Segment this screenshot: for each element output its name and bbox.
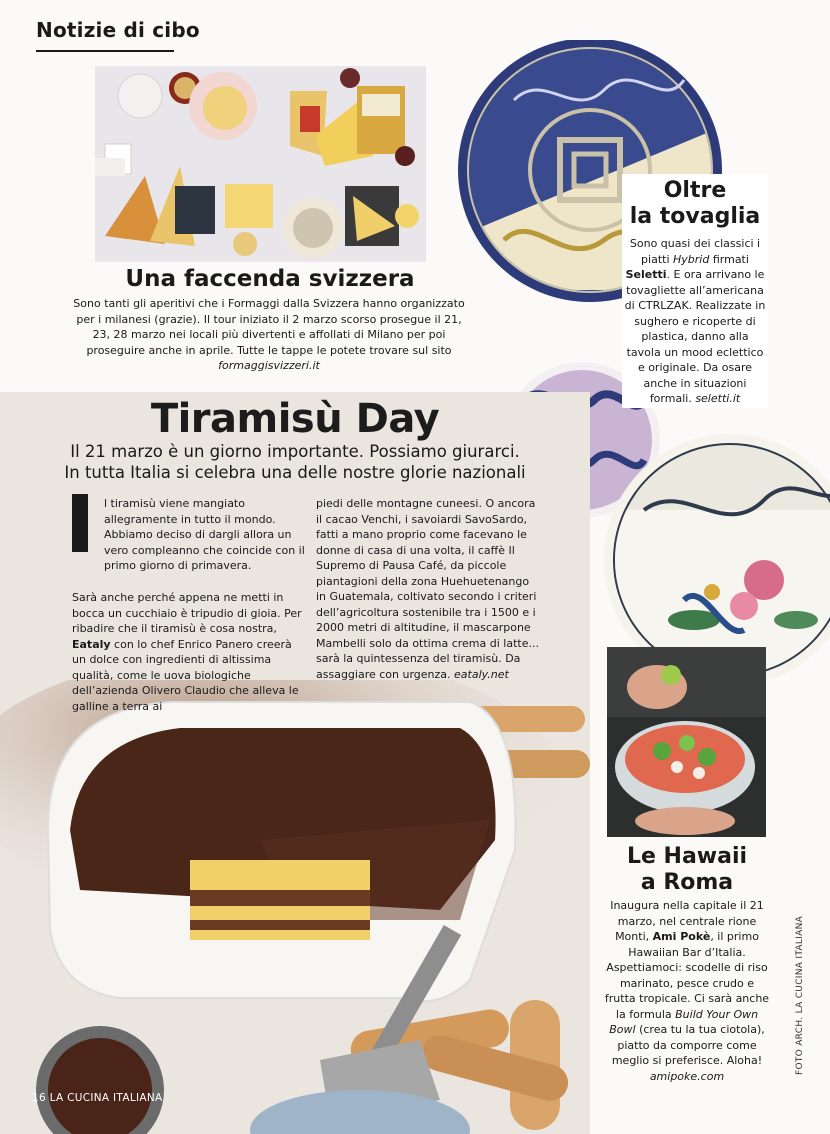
photo-credit: FOTO ARCH. LA CUCINA ITALIANA	[795, 915, 805, 1075]
oltre-body	[624, 236, 766, 407]
tiramisu-col1-a: l tiramisù viene mangiato allegramente in tutto il mondo. Abbiamo deciso di dargli allora un vero compleanno che coincide con il primo giorno di primavera.	[104, 497, 305, 572]
cheese-photo	[95, 66, 426, 262]
hawaii-text-5: (crea tu la tua ciotola), piatto da comporre come meglio si preferisce. Aloha!	[611, 1023, 765, 1067]
hawaii-heading	[604, 844, 770, 896]
drop-cap-i	[72, 494, 88, 552]
swiss-heading: Una faccenda svizzera	[125, 266, 415, 292]
ami-poke-name: Ami Pokè	[652, 930, 711, 943]
oltre-heading-line1: Oltre	[663, 178, 727, 203]
swiss-body-text: Sono tanti gli aperitivi che i Formaggi dalla Svizzera hanno organizzato per i milanesi (grazie). Il tour iniziato il 2 marzo scorso prosegue il 21, 23, 28 marzo nei locali più divertenti e affollati di Milano per poi proseguire anche in aprile. Tutte le tappe le potete trovare sul sito	[73, 297, 465, 357]
tiramisu-col1-c: con lo chef Enrico Panero creerà un dolce con ingredienti di altissima qualità, come le uova biologiche dell’azienda Olivero Claudio che alleva le galline a terra ai	[72, 637, 299, 713]
swiss-body	[68, 296, 470, 374]
swiss-link[interactable]: formaggisvizzeri.it	[218, 359, 320, 372]
section-rule	[36, 50, 174, 52]
oltre-heading	[622, 178, 768, 230]
build-your-own-bowl: Build Your Own Bowl	[609, 1007, 759, 1036]
magazine-name: LA CUCINA ITALIANA	[49, 1092, 163, 1104]
page-footer	[32, 1092, 163, 1104]
eataly-link[interactable]: eataly.net	[454, 667, 509, 681]
oltre-seletti: Seletti	[625, 268, 667, 281]
section-label: Notizie di cibo	[36, 18, 200, 42]
amipoke-link[interactable]: amipoke.com	[649, 1069, 725, 1083]
hawaii-heading-line1: Le Hawaii	[626, 844, 748, 869]
oltre-text-1: Sono quasi dei classici i piatti	[629, 237, 761, 266]
oltre-text-3: firmati	[709, 252, 749, 266]
poke-photo	[607, 647, 766, 837]
oltre-hybrid: Hybrid	[673, 252, 710, 266]
hawaii-text-1: Inaugura nella capitale il 21 marzo, nel centrale rione Monti,	[610, 899, 764, 943]
hawaii-heading-line2: a Roma	[640, 870, 734, 895]
tiramisu-col1-b: Sarà anche perché appena ne metti in bocca un cucchiaio è tripudio di gioia. Per ribadire che il tiramisù è cosa nostra,	[72, 591, 302, 635]
oltre-link[interactable]: seletti.it	[695, 392, 741, 405]
tiramisu-subtitle	[60, 441, 530, 483]
oltre-heading-line2: la tovaglia	[629, 204, 761, 229]
tiramisu-subtitle-line2: In tutta Italia si celebra una delle nostre glorie nazionali	[64, 463, 526, 482]
tiramisu-column-2	[316, 496, 540, 682]
tiramisu-heading: Tiramisù Day	[150, 396, 440, 442]
tiramisu-column-1	[104, 496, 306, 574]
hawaii-body	[604, 898, 770, 1084]
tiramisu-subtitle-line1: Il 21 marzo è un giorno importante. Possiamo giurarci.	[70, 442, 520, 461]
eataly-brand: Eataly	[72, 637, 111, 651]
tiramisu-col2-a: piedi delle montagne cuneesi. O ancora il cacao Venchi, i savoiardi SavoSardo, fatti a mano proprio come facevano le donne di casa di una volta, il caffè Il Supremo di Pausa Café, da piccole piantagioni della zona Huehuetenango in Guatemala, coltivato secondo i criteri dell’agricoltura sostenibile tra i 1500 e i 2000 metri di altitudine, il mascarpone Mambelli solo da ottima crema di latte... sarà la quintessenza del tiramisù. Da assaggiare con urgenza.	[316, 497, 539, 681]
page-number: 16	[32, 1092, 46, 1104]
tiramisu-column-1b	[72, 590, 306, 714]
oltre-text-5: . E ora arrivano le tovagliette all’americana di CTRLZAK. Realizzate in sughero e ricoperte di plastica, danno alla tavola un mood eclettico e originale. Da osare anche in situazioni formali.	[624, 268, 766, 405]
tiramisu-photo	[0, 680, 590, 1134]
hawaii-text-3: , il primo Hawaiian Bar d’Italia. Aspettiamoci: scodelle di riso marinato, pesce crudo e frutta tropicale. Ci sarà anche la formula	[604, 930, 770, 1021]
